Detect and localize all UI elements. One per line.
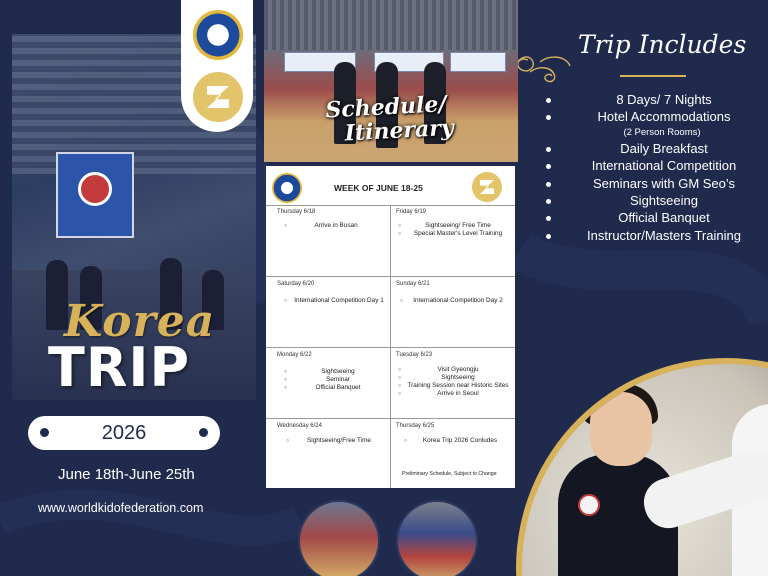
day-items [286, 437, 384, 445]
list-item: ○ Special Master's Level Training [398, 230, 510, 238]
bullet-icon [546, 98, 551, 103]
bullet-icon [546, 147, 551, 152]
z-logo-icon [193, 72, 243, 122]
list-item: ○ Official Banquet [284, 384, 384, 392]
list-item: ○ Sightseeing [284, 368, 384, 376]
year-pill [28, 416, 220, 450]
gold-divider [620, 75, 686, 77]
list-item: Sightseeing [540, 193, 768, 210]
cloud-swirl-icon [517, 57, 570, 82]
list-item: Daily Breakfast [540, 141, 768, 158]
list-item: Instructor/Masters Training [540, 228, 768, 245]
list-item: Seminars with GM Seo’s [540, 176, 768, 193]
trip-includes-list [540, 92, 768, 245]
list-item: ○ Korea Trip 2026 Conludes [404, 437, 508, 445]
z-logo-icon [472, 172, 502, 202]
korea-script-title: Korea [64, 296, 216, 347]
uniform-patch-icon [578, 494, 600, 516]
day-items [398, 366, 510, 398]
list-item-note: (2 Person Rooms) [623, 126, 701, 138]
list-item: ○ Training Session near Historic Sites [398, 382, 510, 390]
bullet-icon [546, 164, 551, 169]
grid-line [390, 205, 391, 488]
list-item: Official Banquet [540, 210, 768, 227]
federation-logo-icon [193, 10, 243, 60]
day-items [400, 297, 508, 305]
bullet-icon [546, 182, 551, 187]
website-link[interactable]: www.worldkidofederation.com [38, 501, 204, 515]
day-label: Friday 6/19 [396, 209, 427, 215]
list-item: ○ Sightseeing/Free Time [286, 437, 384, 445]
pill-dot-icon [199, 428, 208, 437]
list-item: ○ Arrive in Seoul [398, 390, 510, 398]
day-items [284, 368, 384, 392]
day-label: Monday 6/22 [277, 352, 312, 358]
venue-banner [56, 152, 134, 238]
day-label: Wednesday 6/24 [277, 423, 322, 429]
list-item: ○ International Competition Day 2 [400, 297, 508, 305]
pill-dot-icon [40, 428, 49, 437]
week-title: WEEK OF JUNE 18-25 [334, 183, 423, 193]
day-label: Thursday 6/18 [277, 209, 316, 215]
bullet-icon [546, 216, 551, 221]
list-item: ○ International Competition Day 1 [284, 297, 386, 305]
list-item: ○ Sightseeing/ Free Time [398, 222, 510, 230]
list-item: ○ Sightseeing [398, 374, 510, 382]
year-label: 2026 [101, 422, 147, 444]
list-item: ○ Seminar [284, 376, 384, 384]
day-items [284, 297, 386, 305]
federation-logo-icon [272, 173, 302, 203]
sparring-photo-circle [396, 500, 478, 576]
day-items [404, 437, 508, 445]
trip-includes-title: Trip Includes [578, 30, 747, 59]
schedule-overlay-title [325, 90, 497, 147]
list-item: ○ Arrive in Busan [284, 222, 380, 230]
list-item: International Competition [540, 158, 768, 175]
group-photo-circle [298, 500, 380, 576]
day-items [284, 222, 380, 230]
bullet-icon [546, 199, 551, 204]
bullet-icon [546, 234, 551, 239]
day-items [398, 222, 510, 238]
preliminary-note: Preliminary Schedule, Subject to Change [402, 471, 497, 477]
schedule-title-line1: Schedule/ [324, 91, 448, 124]
trip-dates: June 18th-June 25th [58, 466, 195, 483]
day-label: Thursday 6/25 [396, 423, 435, 429]
bullet-icon [546, 115, 551, 120]
list-item: Hotel Accommodations [540, 109, 768, 126]
trip-main-title: TRIP [48, 336, 191, 399]
day-label: Saturday 6/20 [277, 281, 315, 287]
schedule-title-line2: Itinerary [344, 114, 455, 147]
day-label: Sunday 6/21 [396, 281, 430, 287]
list-item: 8 Days/ 7 Nights [540, 92, 768, 109]
day-label: Tuesday 6/23 [396, 352, 433, 358]
list-item: ○ Visit Gyeongju [398, 366, 510, 374]
